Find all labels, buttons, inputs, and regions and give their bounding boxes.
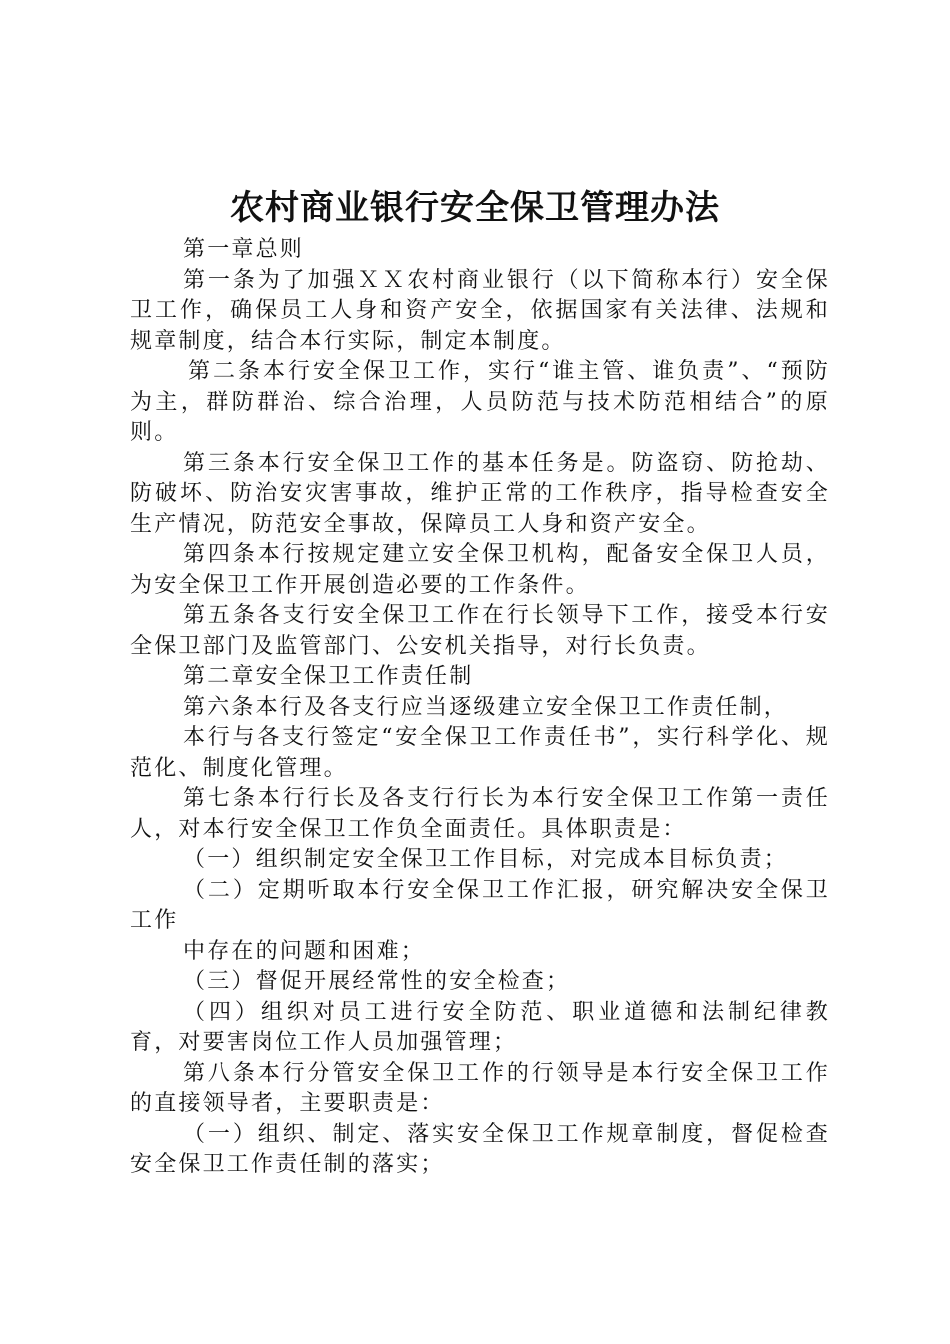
- chapter-heading-2: 第二章安全保卫工作责任制: [183, 664, 474, 689]
- article-7-item-2: （二）定期听取本行安全保卫工作汇报，研究解决安全保卫工作: [130, 877, 830, 933]
- article-5: 第五条各支行安全保卫工作在行长领导下工作，接受本行安全保卫部门及监管部门、公安机关指导，对行长负责。: [130, 603, 830, 659]
- article-1: 第一条为了加强ＸＸ农村商业银行（以下简称本行）安全保卫工作，确保员工人身和资产安全，依据国家有关法律、法规和规章制度，结合本行实际，制定本制度。: [130, 267, 830, 354]
- article-2: 第二条本行安全保卫工作，实行“谁主管、谁负责”、“预防为主，群防群治、综合治理，人员防范与技术防范相结合”的原则。: [130, 359, 830, 445]
- article-7-item-2-continued: 中存在的问题和困难；: [183, 938, 426, 964]
- article-6: 第六条本行及各支行应当逐级建立安全保卫工作责任制，: [183, 694, 789, 720]
- article-4: 第四条本行按规定建立安全保卫机构，配备安全保卫人员，为安全保卫工作开展创造必要的工作条件。: [130, 542, 830, 598]
- document-body: [130, 235, 830, 1181]
- article-7-item-1: （一）组织制定安全保卫工作目标，对完成本目标负责；: [183, 847, 789, 872]
- article-8-item-1: （一）组织、制定、落实安全保卫工作规章制度，督促检查安全保卫工作责任制的落实；: [130, 1121, 830, 1177]
- document-title: 农村商业银行安全保卫管理办法: [230, 188, 720, 228]
- article-7-item-4: （四）组织对员工进行安全防范、职业道德和法制纪律教育，对要害岗位工作人员加强管理；: [130, 999, 830, 1055]
- chapter-heading-1: 第一章总则: [183, 237, 305, 262]
- article-6-continued: 本行与各支行签定“安全保卫工作责任书”，实行科学化、规范化、制度化管理。: [130, 725, 830, 781]
- article-7: 第七条本行行长及各支行行长为本行安全保卫工作第一责任人，对本行安全保卫工作负全面责任。具体职责是：: [130, 786, 830, 842]
- article-3: 第三条本行安全保卫工作的基本任务是。防盗窃、防抢劫、防破坏、防治安灾害事故，维护正常的工作秩序，指导检查安全生产情况，防范安全事故，保障员工人身和资产安全。: [130, 450, 830, 537]
- article-7-item-3: （三）督促开展经常性的安全检查；: [183, 969, 571, 994]
- article-8: 第八条本行分管安全保卫工作的行领导是本行安全保卫工作的直接领导者，主要职责是：: [130, 1060, 830, 1116]
